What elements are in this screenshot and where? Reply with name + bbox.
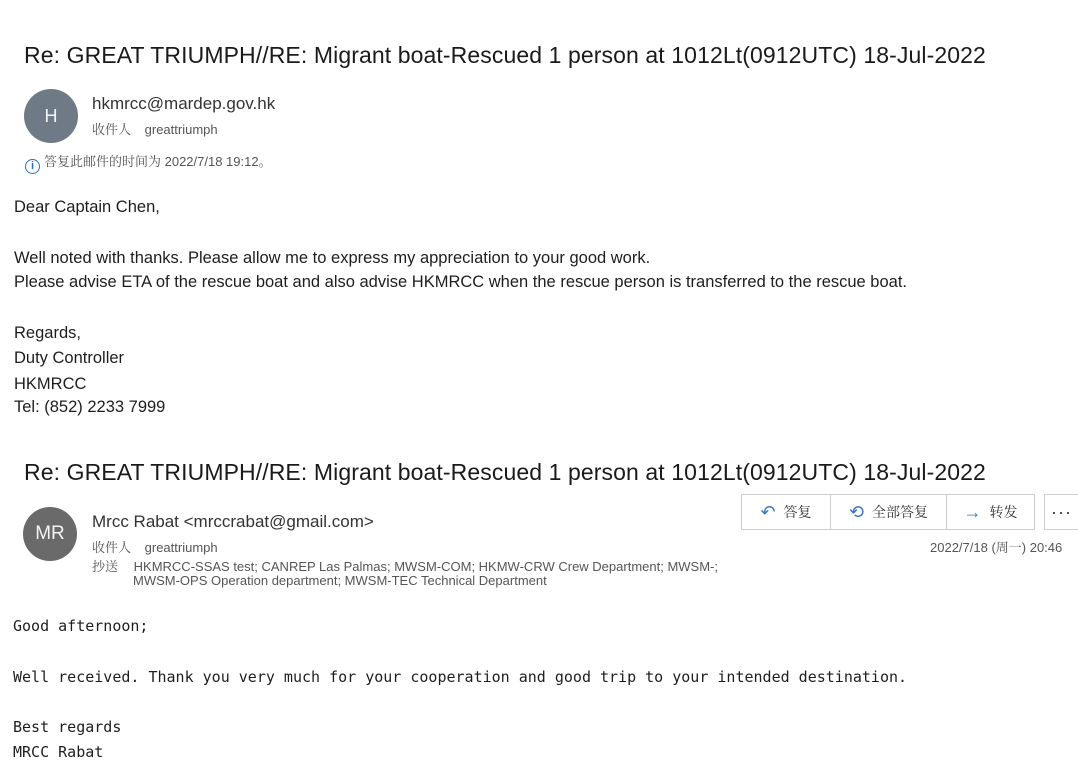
email1-body-line2: Please advise ETA of the rescue boat and also advise HKMRCC when the rescue person is transferred to the rescue boat. [14, 273, 908, 291]
more-dots-icon: ··· [1051, 501, 1072, 522]
email1-subject: Re: GREAT TRIUMPH//RE: Migrant boat-Rescued 1 person at 1012Lt(0912UTC) 18-Jul-2022 [24, 42, 986, 68]
email1-regards: Regards, [14, 324, 81, 342]
email2-cc-label: 抄送 [92, 559, 119, 574]
email2-cc-list-line2[interactable]: MWSM-OPS Operation department; MWSM-TEC Technical Department [133, 573, 547, 588]
info-icon: i [25, 159, 40, 174]
reply-all-button[interactable] [830, 494, 947, 530]
email1-avatar-initial: H [44, 105, 58, 126]
email2-datetime: 2022/7/18 (周一) 20:46 [930, 540, 1063, 555]
email2-avatar-initials: MR [35, 523, 65, 544]
email1-replied-text: 答复此邮件的时间为 2022/7/18 19:12。 [44, 154, 272, 169]
email1-body-line1: Well noted with thanks. Please allow me to express my appreciation to your good work. [14, 249, 651, 267]
email1-to-recipient[interactable]: greattriumph [144, 122, 218, 137]
email2-regards: Best regards [13, 718, 122, 736]
email2-body-line1: Well received. Thank you very much for your cooperation and good trip to your intended destination. [13, 668, 908, 686]
more-actions-button[interactable] [1044, 494, 1078, 530]
email2-sender[interactable]: Mrcc Rabat <mrccrabat@gmail.com> [92, 512, 374, 531]
email1-to-row [92, 119, 218, 138]
email1-tel-text: Tel: (852) 2233 7999 [14, 398, 166, 416]
email1-to-label: 收件人 [92, 122, 132, 137]
reply-button-label: 答复 [783, 504, 812, 520]
reply-button[interactable] [741, 494, 831, 530]
email2-subject: Re: GREAT TRIUMPH//RE: Migrant boat-Rescued 1 person at 1012Lt(0912UTC) 18-Jul-2022 [24, 459, 986, 485]
email1-signature-org: HKMRCC [14, 375, 87, 393]
reply-arrow-icon: ↶ [760, 501, 776, 522]
forward-button[interactable] [946, 494, 1035, 530]
email1-sender[interactable]: hkmrcc@mardep.gov.hk [92, 94, 276, 113]
email1-signature-title: Duty Controller [14, 349, 125, 367]
forward-arrow-icon: → [963, 501, 982, 522]
email1-greeting: Dear Captain Chen, [14, 198, 160, 216]
reply-all-button-label: 全部答复 [872, 504, 929, 520]
email2-to-recipient[interactable]: greattriumph [144, 540, 218, 555]
reply-all-arrow-icon: ⟲ [848, 501, 865, 522]
email1-tel-cut [14, 398, 214, 416]
email2-avatar [23, 507, 77, 561]
email1-avatar [24, 89, 78, 143]
email2-to-label: 收件人 [92, 540, 132, 555]
forward-button-label: 转发 [989, 504, 1018, 520]
email2-cc-list-line1[interactable]: HKMRCC-SSAS test; CANREP Las Palmas; MWSM-COM; HKMW-CRW Crew Department; MWSM-; [133, 559, 718, 574]
email2-to-row [92, 537, 218, 556]
email2-greeting: Good afternoon; [13, 617, 149, 635]
email1-replied-info [25, 151, 272, 174]
email2-signature: MRCC Rabat [13, 743, 104, 761]
